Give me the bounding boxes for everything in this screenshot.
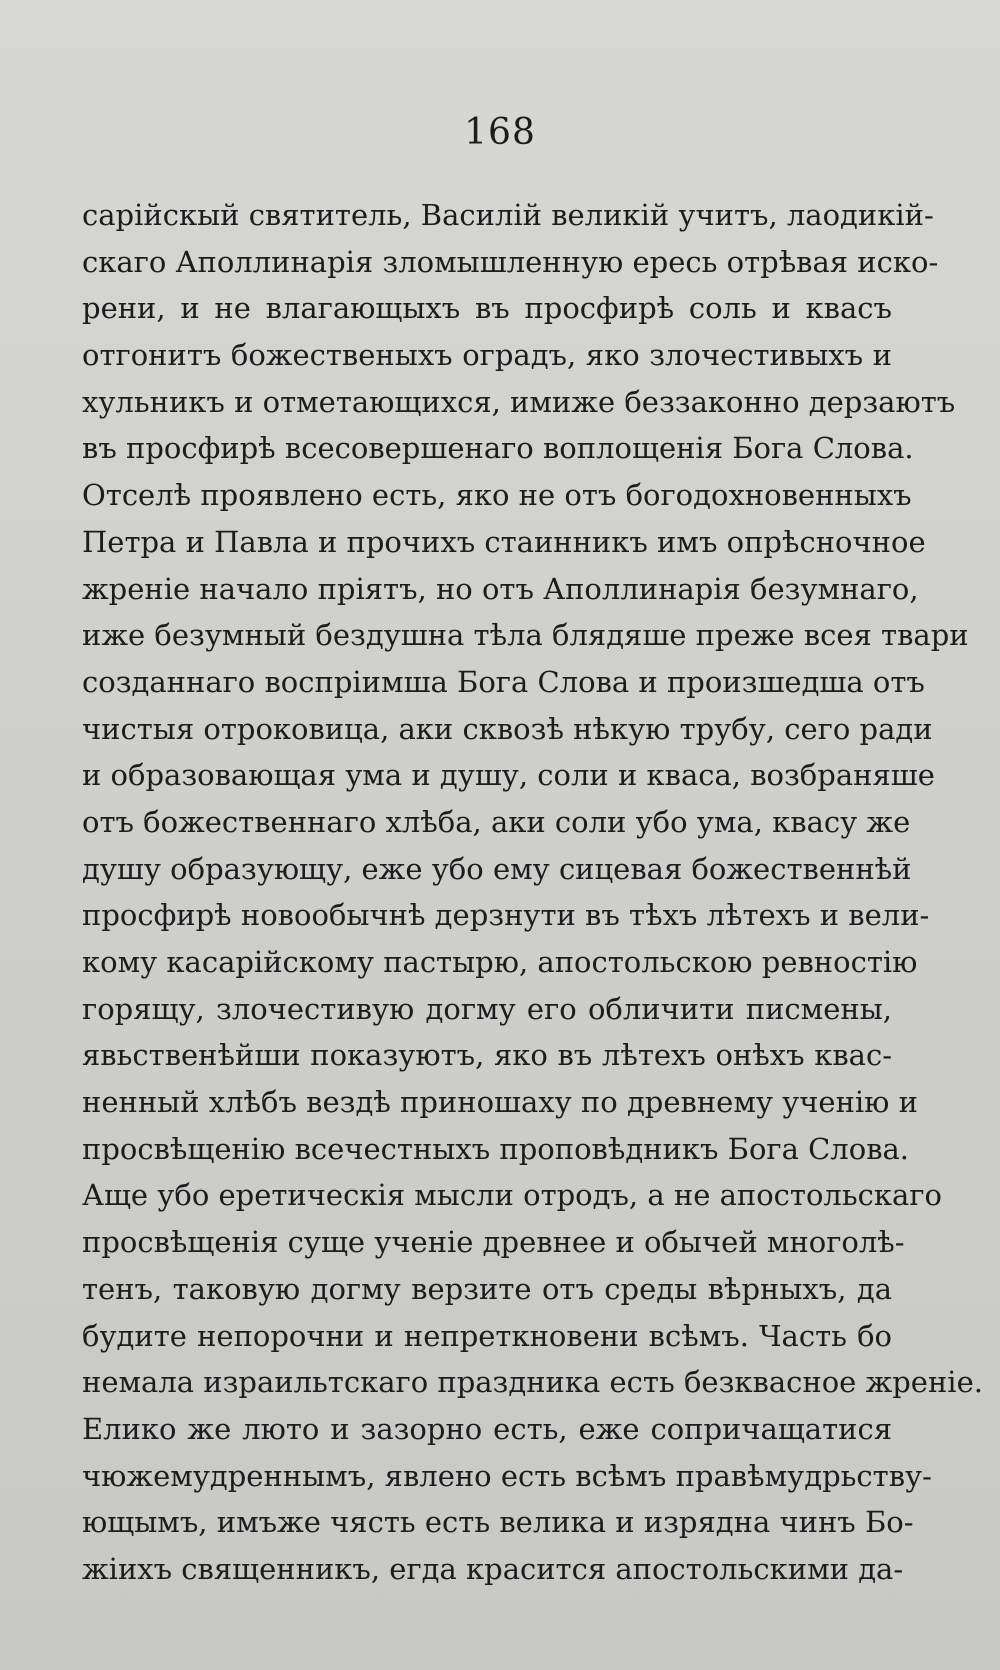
text-line: рени, и не влагающыхъ въ просфирѣ соль и квасъ	[82, 291, 892, 326]
text-line: явьственѣйши показуютъ, яко въ лѣтехъ онѣхъ квас-	[82, 1038, 892, 1073]
text-line: созданнаго воспріимша Бога Слова и произшедша отъ	[82, 664, 925, 699]
text-line: чюжемудреннымъ, явлено есть всѣмъ правѣмудрьству-	[82, 1458, 932, 1493]
text-line: ющымъ, имъже чясть есть велика и изрядна чинъ Бо-	[82, 1505, 914, 1540]
text-line: иже безумный бездушна тѣла блядяше преже всея твари	[82, 618, 969, 653]
text-line: сарійскый святитель, Василій великій учитъ, лаодикій-	[82, 198, 934, 232]
text-line: въ просфирѣ всесовершенаго воплощенія Бога Слова.	[82, 431, 914, 466]
text-line: просвѣщенію всечестныхъ проповѣдникъ Бога Слова.	[82, 1131, 910, 1166]
text-line: ненный хлѣбъ вездѣ приношаху по древнему ученію и	[82, 1085, 918, 1120]
text-line: отгонитъ божественыхъ оградъ, яко злочестивыхъ и	[82, 338, 892, 373]
text-line: Отселѣ проявлено есть, яко не отъ богодохновенныхъ	[82, 478, 912, 513]
text-line: душу образующу, еже убо ему сицевая божественнѣй	[82, 851, 912, 886]
text-line: просфирѣ новообычнѣ дерзнути въ тѣхъ лѣтехъ и вели-	[82, 898, 930, 933]
text-line: будите непорочни и непреткновени всѣмъ. Часть бо	[82, 1318, 892, 1353]
text-line: Аще убо еретическія мысли отродъ, а не апостольскаго	[82, 1178, 942, 1213]
text-line: горящу, злочестивую догму его обличити писмены,	[82, 991, 892, 1026]
text-line: кому касарійскому пастырю, апостольскою ревностію	[82, 945, 918, 979]
text-line: хульникъ и отметающихся, имиже беззаконно дерзаютъ	[82, 384, 956, 419]
text-line: и образовающая ума и душу, соли и кваса, возбраняше	[82, 758, 935, 793]
text-line: скаго Аполлинарія зломышленную ересь отрѣвая иско-	[82, 244, 939, 279]
text-line: просвѣщенія суще ученіе древнее и обычей многолѣ-	[82, 1225, 905, 1260]
text-line: чистыя отроковица, аки сквозѣ нѣкую трубу, сего ради	[82, 711, 933, 746]
text-line: Петра и Павла и прочихъ стаинникъ имъ опрѣсночное	[82, 524, 926, 559]
text-line: Елико же люто и зазорно есть, еже сопричащатися	[82, 1411, 892, 1446]
text-line: жіихъ священникъ, егда красится апостольскими да-	[82, 1551, 904, 1586]
text-line: тенъ, таковую догму верзите отъ среды вѣрныхъ, да	[82, 1271, 892, 1306]
text-line: немала израильтскаго праздника есть безквасное жреніе.	[82, 1365, 983, 1400]
body-text	[82, 192, 983, 1593]
text-line: жреніе начало пріятъ, но отъ Аполлинарія безумнаго,	[82, 571, 919, 606]
page-number: 168	[464, 112, 536, 153]
text-line: отъ божественнаго хлѣба, аки соли убо ума, квасу же	[82, 804, 911, 839]
